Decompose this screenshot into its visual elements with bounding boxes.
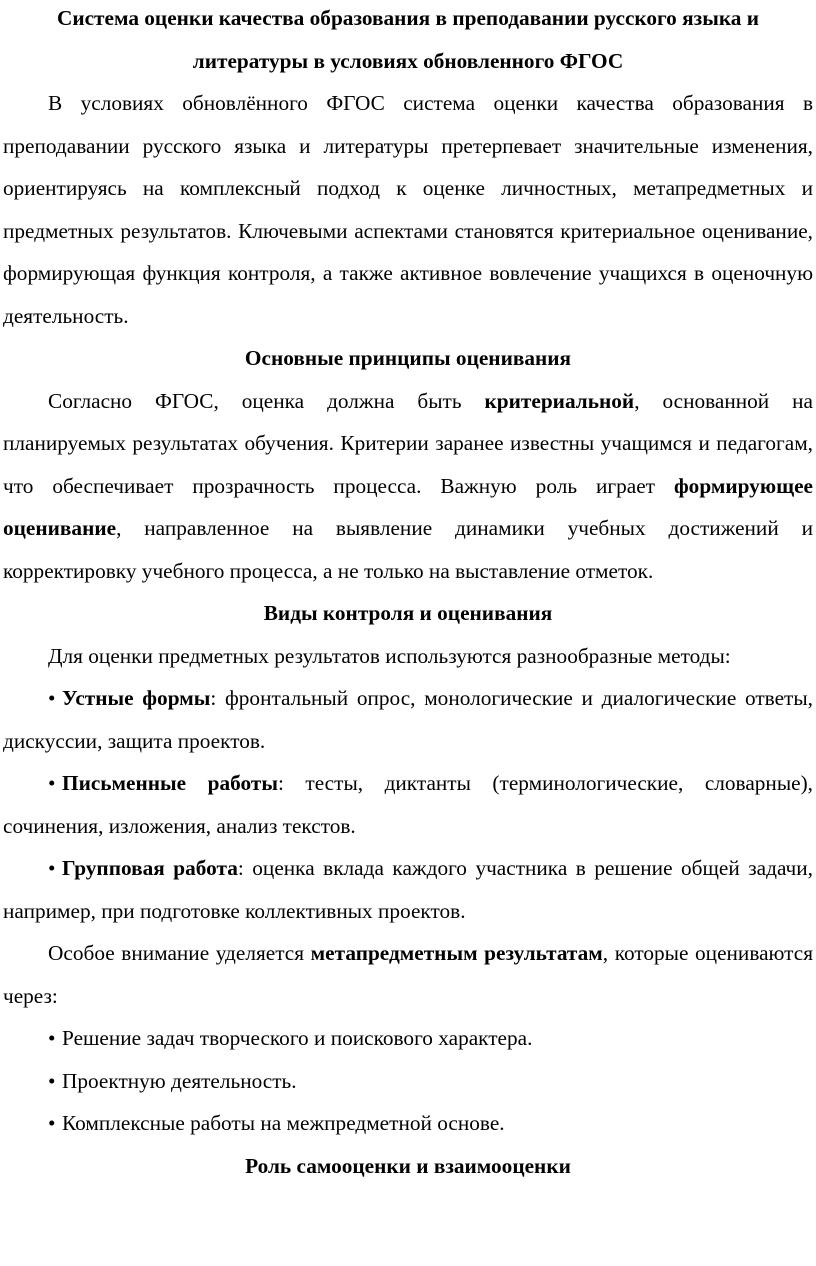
list-item: [3, 1017, 813, 1060]
section-heading-control: Виды контроля и оценивания: [263, 601, 553, 625]
list-item-bold: Устные формы: [62, 686, 211, 710]
list-item: [3, 677, 813, 762]
meta-text-1: Особое внимание уделяется: [48, 941, 311, 965]
list-item-bold: Групповая работа: [62, 856, 238, 880]
principles-text-2: , основанной на планируемых результатах обучения. Критерии заранее известны учащимся и педагогам, что обеспечивает прозрачность процесса. Важную роль играет: [3, 388, 813, 498]
list-item-text: : оценка вклада каждого участника в решение общей задачи, например, при подготовке коллективных проектов.: [3, 856, 813, 923]
bullet-icon: •: [48, 771, 56, 795]
bullet-icon: •: [48, 686, 56, 710]
document-title: Система оценки качества образования в преподавании русского языка и литературы в условиях обновленного ФГОС: [56, 6, 760, 73]
list-item-text: Проектную деятельность.: [62, 1068, 297, 1093]
list-item-text: : тесты, диктанты (терминологические, словарные), сочинения, изложения, анализ текстов.: [3, 771, 813, 838]
meta-bold: метапредметным результатам: [310, 941, 603, 965]
principles-bold-1: критериальной: [484, 388, 635, 413]
principles-paragraph: [3, 380, 813, 593]
list-item-text: Комплексные работы на межпредметной основе.: [62, 1111, 505, 1135]
bullet-icon: •: [48, 1068, 56, 1093]
principles-text-1: Согласно ФГОС, оценка должна быть: [48, 388, 485, 413]
principles-bold-2: формирующее оценивание: [3, 473, 813, 540]
principles-text-3: , направленное на выявление динамики учебных достижений и корректировку учебного процесса, а не только на выставление отметок.: [3, 516, 813, 583]
list-item-text: Решение задач творческого и поискового характера.: [62, 1026, 533, 1050]
section-heading-principles: Основные принципы оценивания: [244, 346, 572, 370]
methods-intro-paragraph: Для оценки предметных результатов используются разнообразные методы:: [48, 643, 731, 668]
list-item-bold: Письменные работы: [62, 771, 278, 795]
list-item: [3, 1060, 813, 1103]
list-item: [3, 762, 813, 847]
bullet-icon: •: [48, 1026, 56, 1050]
list-item: [3, 847, 813, 932]
section-heading-self-assessment: Роль самооценки и взаимооценки: [245, 1153, 571, 1178]
list-item-text: : фронтальный опрос, монологические и диалогические ответы, дискуссии, защита проектов.: [3, 686, 813, 753]
meta-text-2: , которые оцениваются через:: [3, 941, 813, 1008]
bullet-icon: •: [48, 1111, 56, 1135]
meta-paragraph: [3, 932, 813, 1017]
list-item: [3, 1102, 813, 1145]
intro-paragraph: В условиях обновлённого ФГОС система оценки качества образования в преподавании русского языка и литературы претерпевает значительные изменения, ориентируясь на комплексный подход к оценке личностных, метапредметных и предметных результатов. Ключевыми аспектами становятся критериальное оценивание, формирующая функция контроля, а также активное вовлечение учащихся в оценочную деятельность.: [3, 91, 813, 328]
bullet-icon: •: [48, 856, 56, 880]
